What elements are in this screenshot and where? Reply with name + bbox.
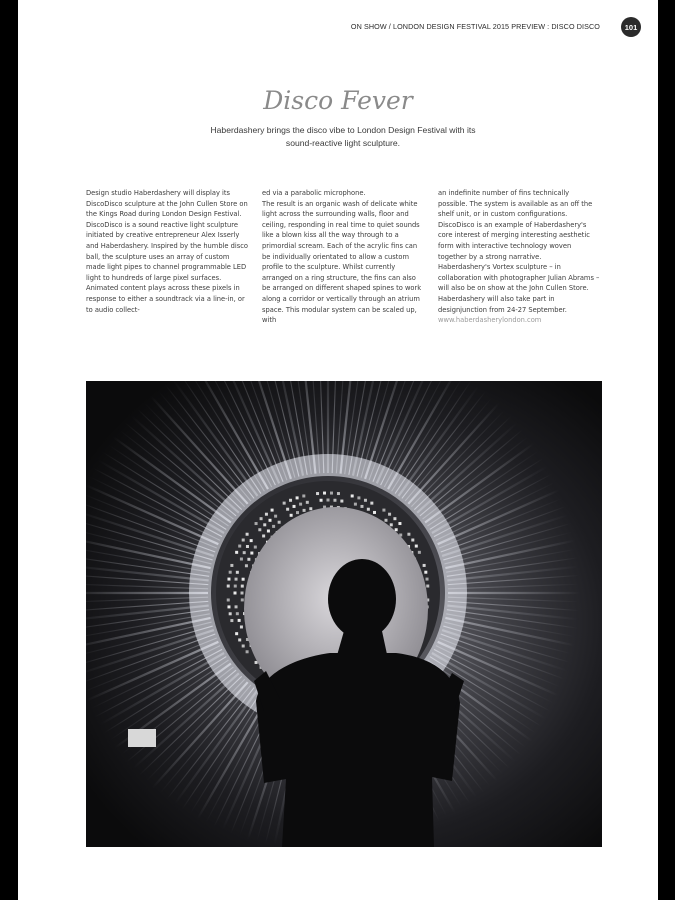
page-number-badge: 101	[621, 17, 641, 37]
paragraph: DiscoDisco is an example of Haberdashery's core interest of merging interesting aesthetic form with interactive technology woven together by a strong narrative.	[438, 220, 590, 261]
paragraph: The result is an organic wash of delicate white light across the surrounding walls, floor and ceiling, responding in real time to quiet sounds like a blown kiss all the way through to a primordial scream. Each of the acrylic fins can be individually orientated to allow a custom profile to the sculpture. Whilst currently arranged on a ring structure, the fins can also be arranged on different shaped spines to work along a corridor or vertically through an atrium space. This modular system can be scaled up, with	[262, 199, 422, 325]
paragraph: Design studio Haberdashery will display its DiscoDisco sculpture at the John Cullen Store on the Kings Road during London Design Festival.	[86, 189, 248, 219]
paragraph: an indefinite number of fins technically possible. The system is available as an off the shelf unit, or in custom configurations.	[438, 189, 593, 219]
text-column-2	[262, 188, 424, 326]
light-sculpture-image	[86, 381, 602, 847]
sculpture-photo	[86, 381, 602, 847]
article-standfirst: Haberdashery brings the disco vibe to London Design Festival with its sound-reactive light sculpture.	[210, 125, 476, 148]
text-column-1	[86, 188, 248, 326]
website-link[interactable]: www.haberdasherylondon.com	[438, 316, 542, 325]
paragraph: Haberdashery's Vortex sculpture – in collaboration with photographer Julian Abrams – will also be on show at the John Cullen Store. Haberdashery will also take part in designjunction from 24-27 September.	[438, 263, 600, 314]
article-title: Disco Fever	[263, 86, 413, 115]
article-body	[86, 188, 600, 326]
text-column-3	[438, 188, 600, 326]
running-header: ON SHOW / LONDON DESIGN FESTIVAL 2015 PREVIEW : DISCO DISCO	[350, 22, 600, 31]
paragraph: ed via a parabolic microphone.	[262, 189, 366, 197]
magazine-page	[18, 0, 658, 900]
wall-switch	[128, 729, 156, 747]
paragraph: DiscoDisco is a sound reactive light sculpture initiated by creative entrepreneur Alex Isserly and Haberdashery. Inspired by the humble disco ball, the sculpture uses an array of custom made light pipes to channel programmable LED light to hundreds of large pixel surfaces. Animated content plays across these pixels in response to either a soundtrack via a line-in, or to audio collect-	[86, 220, 249, 314]
